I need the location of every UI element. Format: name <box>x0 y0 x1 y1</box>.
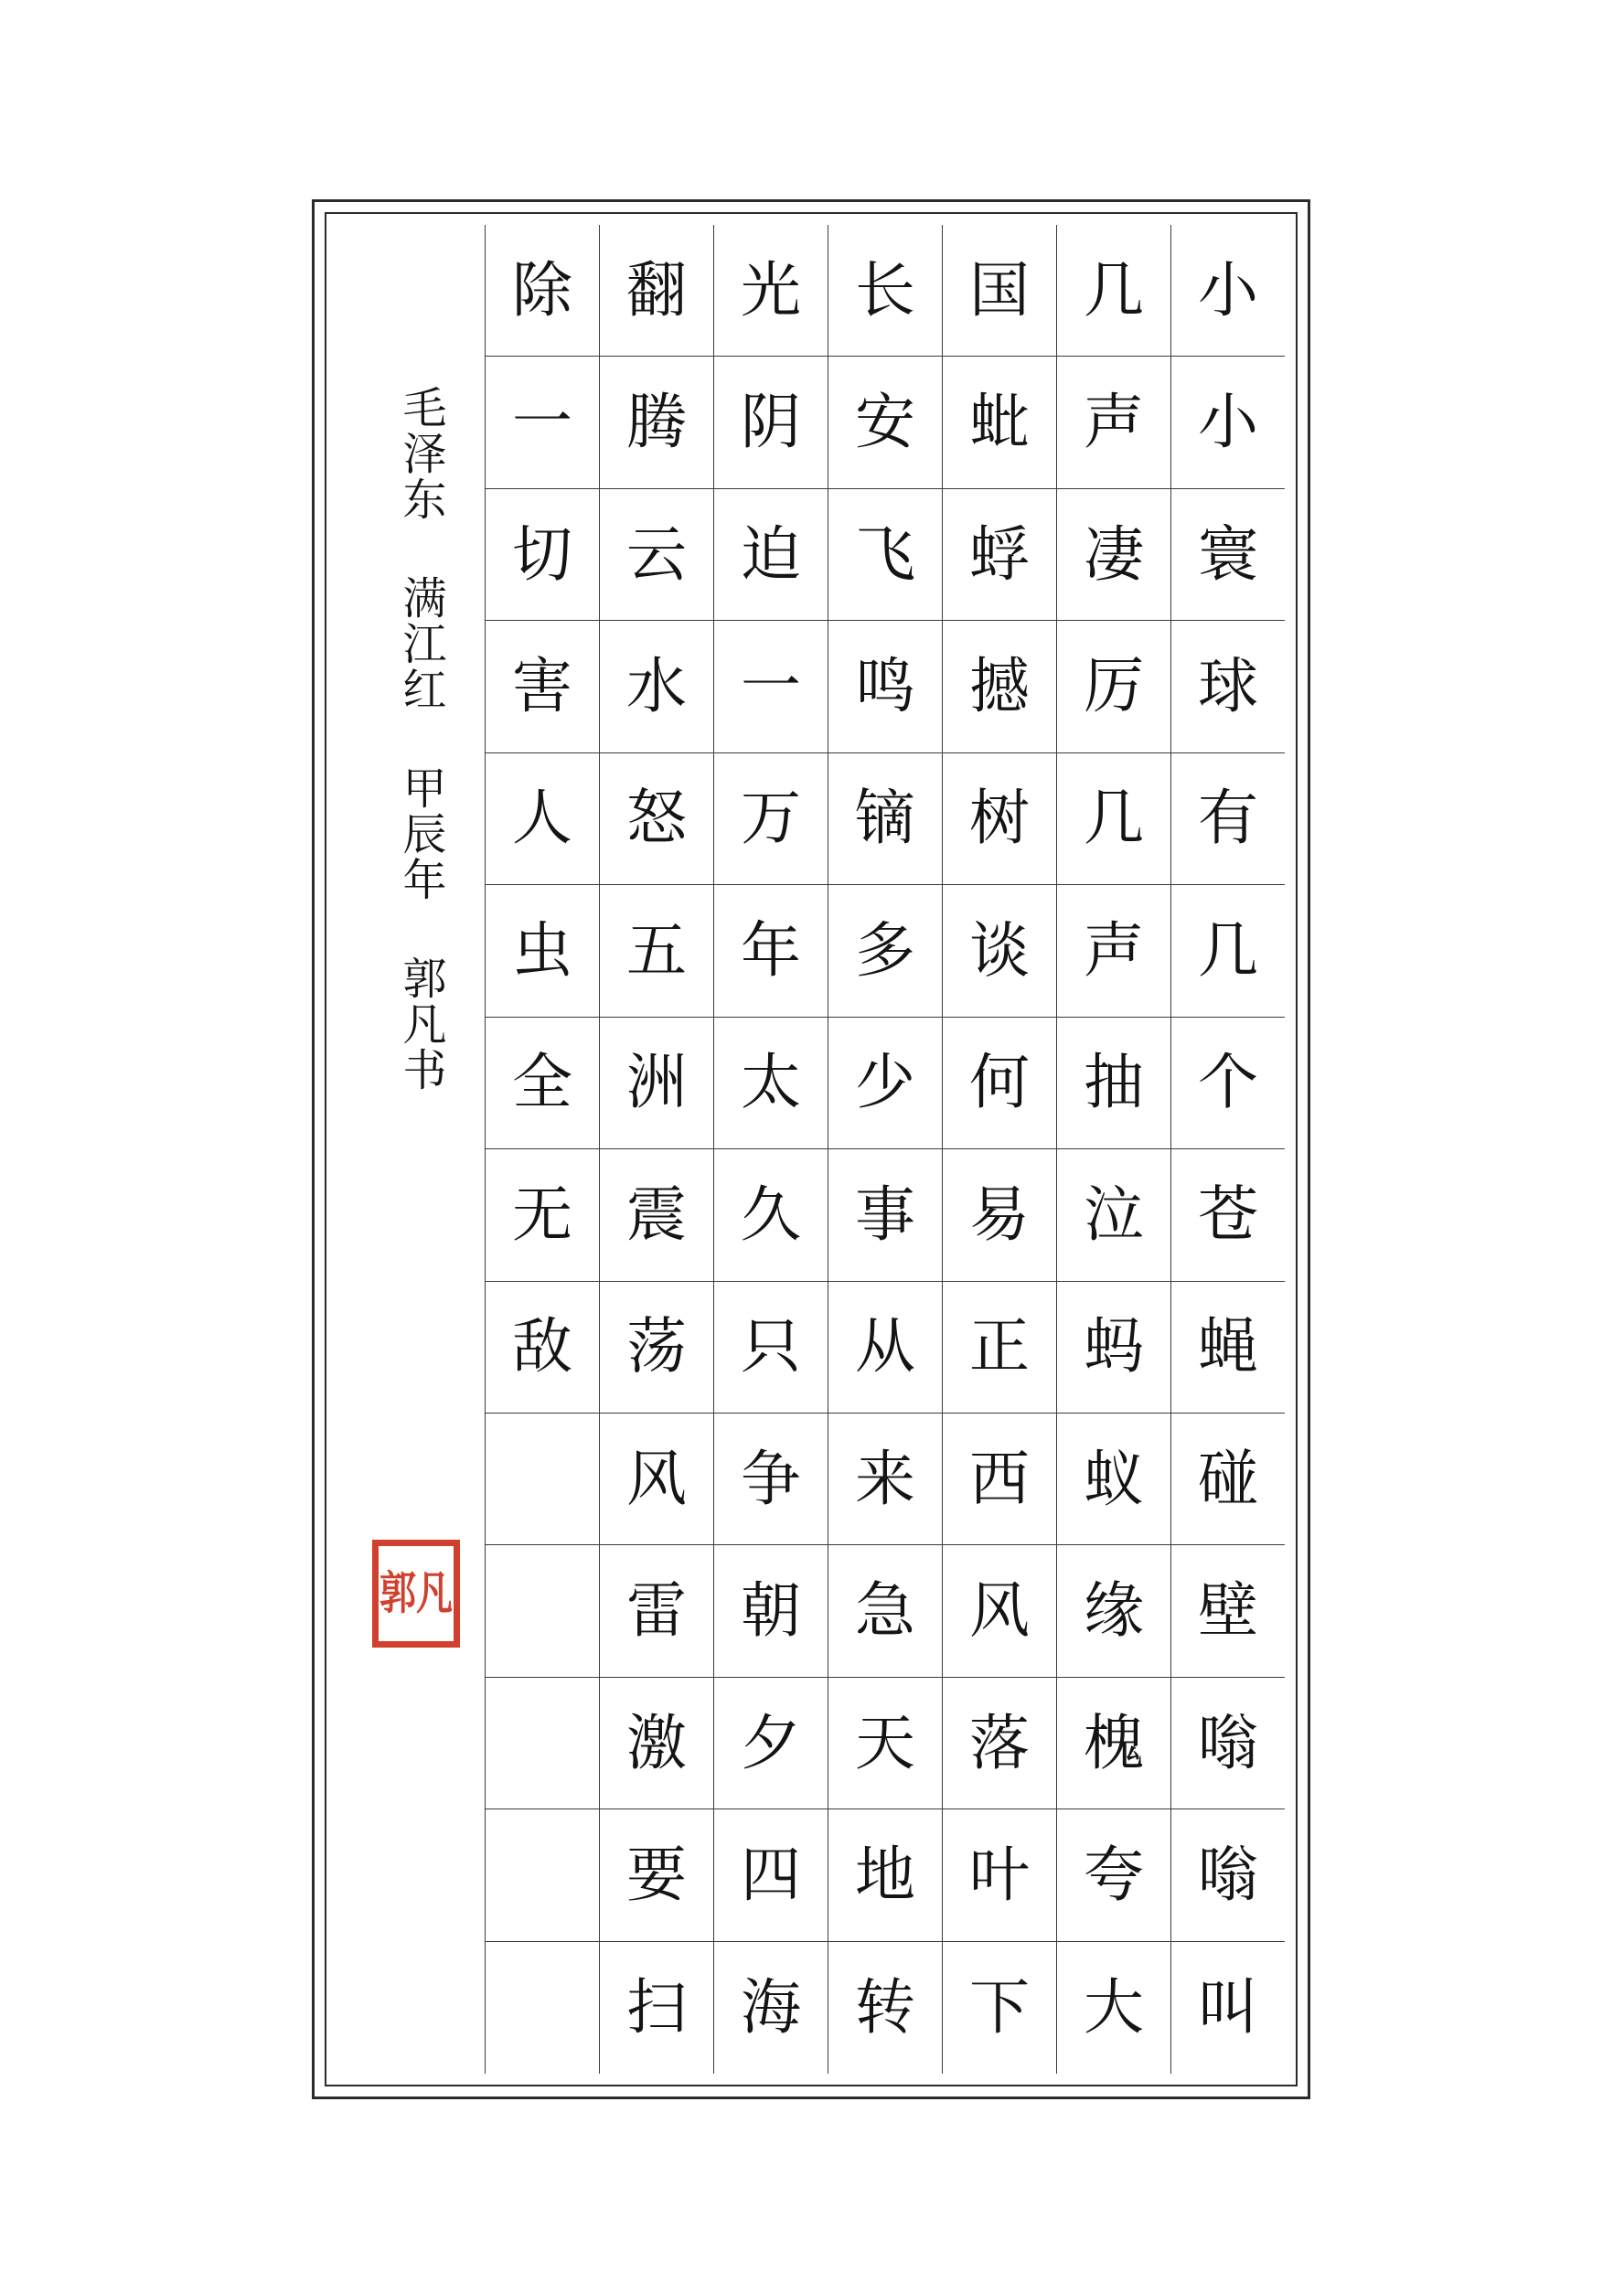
grid-cell: 风 <box>943 1545 1056 1677</box>
colophon-area <box>337 225 571 2074</box>
grid-cell: 厉 <box>1057 621 1170 752</box>
grid-cell: 谈 <box>943 885 1056 1017</box>
grid-cell: 几 <box>1057 225 1170 357</box>
grid-cell: 撼 <box>943 621 1056 752</box>
grid-cell: 小 <box>1171 225 1285 357</box>
grid-cell: 多 <box>828 885 942 1017</box>
grid-cell: 鸣 <box>828 621 942 752</box>
grid-cell: 泣 <box>1057 1149 1170 1281</box>
grid-cell: 海 <box>741 1971 801 2043</box>
grid-cell: 急 <box>828 1545 942 1677</box>
grid-cell: 光 <box>714 225 828 357</box>
grid-cell: 下 <box>969 1971 1030 2043</box>
grid-cell: 声 <box>1057 885 1170 1017</box>
sheet-inner-border <box>325 212 1298 2086</box>
grid-cell: 无 <box>486 1149 599 1281</box>
grid-column-6 <box>599 225 713 2074</box>
grid-cell: 嗡 <box>1171 1809 1285 1941</box>
grid-cell: 洲 <box>600 1018 713 1149</box>
grid-column-5 <box>713 225 828 2074</box>
grid-cell: 人 <box>486 753 599 885</box>
grid-cell: 蜉 <box>943 489 1056 621</box>
grid-cell: 苍 <box>1171 1149 1285 1281</box>
grid-cell: 蚂 <box>1057 1282 1170 1414</box>
grid-cell: 抽 <box>1057 1018 1170 1149</box>
grid-cell: 地 <box>828 1809 942 1941</box>
grid-cell: 要 <box>600 1809 713 1941</box>
grid-cell: 镝 <box>828 753 942 885</box>
seal-stamp <box>372 1540 460 1648</box>
grid-cell: 叫 <box>1198 1971 1258 2043</box>
grid-cell: 雷 <box>600 1545 713 1677</box>
grid-cell: 五 <box>600 885 713 1017</box>
grid-cell: 朝 <box>714 1545 828 1677</box>
grid-cell: 蝇 <box>1171 1282 1285 1414</box>
grid-cell: 槐 <box>1057 1678 1170 1809</box>
grid-cell: 水 <box>600 621 713 752</box>
grid-cell: 飞 <box>828 489 942 621</box>
colophon-inscription: 毛泽东 满江红 甲辰年 郭凡书 <box>395 385 446 1093</box>
grid-cell: 事 <box>828 1149 942 1281</box>
grid-column-1 <box>1170 225 1285 2074</box>
grid-cell: 几 <box>1171 885 1285 1017</box>
grid-cell: 碰 <box>1171 1414 1285 1545</box>
grid-cell: 易 <box>943 1149 1056 1281</box>
grid-cell: 一 <box>714 621 828 752</box>
grid-cell: 壁 <box>1171 1545 1285 1677</box>
grid-cell: 天 <box>828 1678 942 1809</box>
grid-cell: 叶 <box>943 1809 1056 1941</box>
grid-cell: 树 <box>943 753 1056 885</box>
grid-cell: 转 <box>855 1971 915 2043</box>
grid-cell: 年 <box>714 885 828 1017</box>
grid-cell: 少 <box>828 1018 942 1149</box>
grid-cell: 翻 <box>600 225 713 357</box>
grid-cell: 嗡 <box>1171 1678 1285 1809</box>
grid-cell: 腾 <box>600 357 713 488</box>
grid-cell: 只 <box>714 1282 828 1414</box>
grid-cell: 落 <box>943 1678 1056 1809</box>
grid-cell: 寰 <box>1171 489 1285 621</box>
grid-cell: 有 <box>1171 753 1285 885</box>
grid-cell: 怒 <box>600 753 713 885</box>
grid-cell: 何 <box>943 1018 1056 1149</box>
grid-cell: 安 <box>828 357 942 488</box>
grid-cell: 蚁 <box>1057 1414 1170 1545</box>
grid-cell: 缘 <box>1057 1545 1170 1677</box>
grid-cell: 从 <box>828 1282 942 1414</box>
grid-cell: 长 <box>828 225 942 357</box>
grid-column-2 <box>1056 225 1170 2074</box>
grid-cell: 正 <box>943 1282 1056 1414</box>
grid-cell: 西 <box>943 1414 1056 1545</box>
grid-cell: 久 <box>714 1149 828 1281</box>
grid-cell: 虫 <box>486 885 599 1017</box>
grid-cell: 风 <box>600 1414 713 1545</box>
grid-cell: 国 <box>943 225 1056 357</box>
grid-cell: 蚍 <box>943 357 1056 488</box>
grid-cell: 阴 <box>714 357 828 488</box>
grid-cell: 荡 <box>600 1282 713 1414</box>
grid-cell: 球 <box>1171 621 1285 752</box>
grid-cell: 几 <box>1057 753 1170 885</box>
grid-cell: 凄 <box>1057 489 1170 621</box>
grid-cell: 除 <box>486 225 599 357</box>
grid-cell: 夕 <box>714 1678 828 1809</box>
grid-cell: 震 <box>600 1149 713 1281</box>
seal-glyphs: 郭凡 <box>379 1566 453 1620</box>
grid-cell: 云 <box>600 489 713 621</box>
grid-cell: 夸 <box>1057 1809 1170 1941</box>
grid-cell: 敌 <box>486 1282 599 1414</box>
grid-cell: 争 <box>714 1414 828 1545</box>
grid-cell: 太 <box>714 1018 828 1149</box>
calligraphy-sheet <box>312 199 1310 2099</box>
grid-cell: 一 <box>486 357 599 488</box>
grid-cell: 大 <box>1084 1971 1144 2043</box>
grid-cell: 小 <box>1171 357 1285 488</box>
grid-cell: 个 <box>1171 1018 1285 1149</box>
grid-column-4 <box>828 225 942 2074</box>
grid-cell: 四 <box>714 1809 828 1941</box>
grid-cell: 害 <box>486 621 599 752</box>
grid-cell: 声 <box>1057 357 1170 488</box>
grid-column-3 <box>942 225 1056 2074</box>
grid-cell: 万 <box>714 753 828 885</box>
grid-cell: 扫 <box>626 1971 687 2043</box>
grid-cell: 切 <box>486 489 599 621</box>
grid-cell: 全 <box>486 1018 599 1149</box>
grid-cell: 迫 <box>714 489 828 621</box>
grid-cell: 激 <box>600 1678 713 1809</box>
grid-cell: 来 <box>828 1414 942 1545</box>
